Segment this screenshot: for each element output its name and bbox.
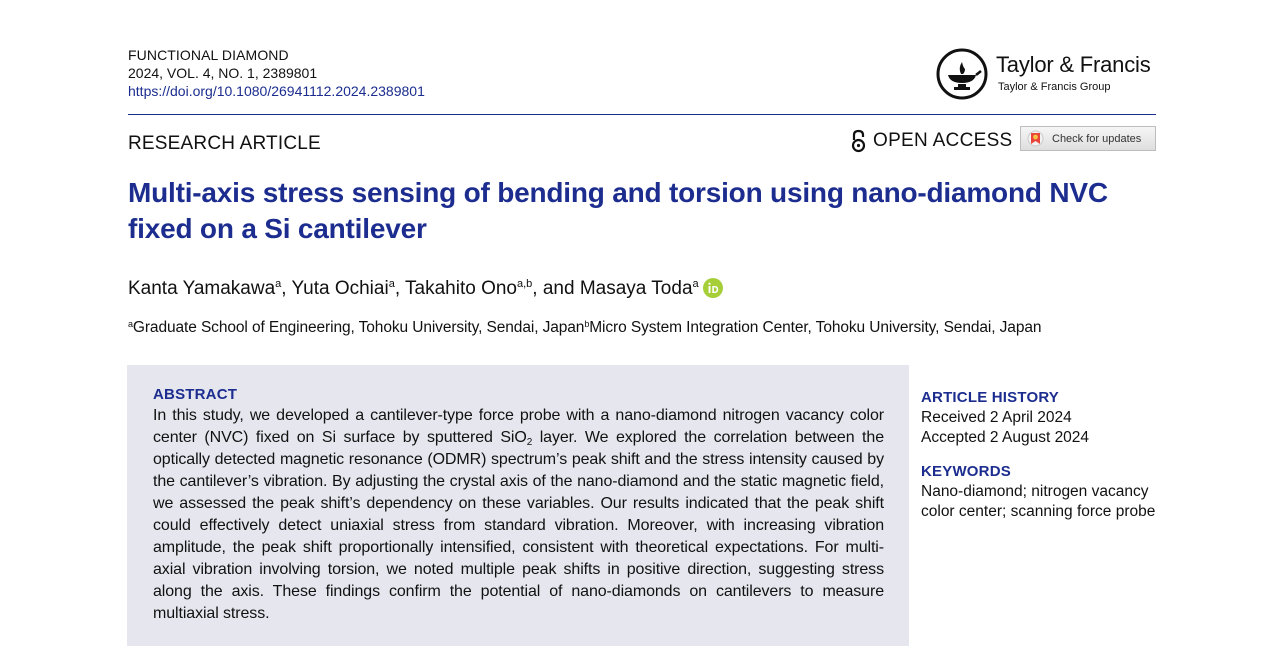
article-sidebar (921, 388, 1161, 522)
abstract-subscript: 2 (526, 437, 533, 448)
author-separator: , and (532, 278, 580, 299)
affiliation-mark: a (128, 319, 133, 329)
journal-name: FUNCTIONAL DIAMOND (128, 47, 289, 63)
affiliation-text: Micro System Integration Center, Tohoku University, Sendai, Japan (589, 319, 1042, 336)
taylor-francis-lamp-logo-icon (936, 48, 988, 100)
author-list (128, 276, 723, 302)
crossmark-icon (1027, 130, 1044, 147)
author-name[interactable]: Takahito Ono (405, 278, 517, 299)
author-name[interactable]: Masaya Toda (579, 278, 693, 299)
abstract-text (153, 405, 884, 625)
received-date: Received 2 April 2024 (921, 409, 1072, 426)
affiliation-text: Graduate School of Engineering, Tohoku University, Sendai, Japan (132, 319, 585, 336)
journal-info (128, 46, 425, 100)
header-divider (128, 114, 1156, 115)
publisher-group: Taylor & Francis Group (998, 81, 1111, 93)
open-lock-icon (850, 129, 867, 153)
abstract-panel (127, 365, 909, 646)
accepted-date: Accepted 2 August 2024 (921, 429, 1090, 446)
open-access-badge (850, 128, 1013, 154)
author-separator: , (394, 278, 406, 299)
author-affiliation-mark[interactable]: a (692, 278, 699, 290)
affiliation-mark: b (584, 319, 590, 329)
author-affiliation-mark[interactable]: a,b (517, 278, 533, 290)
author-name[interactable]: Kanta Yamakawa (128, 278, 276, 299)
publisher-name: Taylor & Francis (996, 52, 1151, 77)
keywords-heading: KEYWORDS (921, 463, 1011, 480)
author-affiliation-mark[interactable]: a (388, 278, 395, 290)
abstract-heading: ABSTRACT (153, 386, 238, 403)
article-type: RESEARCH ARTICLE (128, 133, 321, 154)
open-access-label: OPEN ACCESS (873, 130, 1013, 151)
check-for-updates-button[interactable] (1020, 126, 1156, 151)
check-for-updates-label: Check for updates (1052, 132, 1142, 145)
article-history-heading: ARTICLE HISTORY (921, 389, 1060, 406)
publisher-brand (936, 48, 1160, 102)
abstract-text-part: In this study, we developed a cantilever-type force probe with a nano-diamond nitrogen vacancy color center (NVC) fixed on Si surface by sputtered SiO (153, 407, 884, 446)
author-affiliation-mark[interactable]: a (275, 278, 282, 290)
doi-link[interactable]: https://doi.org/10.1080/26941112.2024.2389801 (128, 83, 425, 99)
abstract-text-part: layer. We explored the correlation between the optically detected magnetic resonance (ODMR) spectrum’s peak shift and the stress intensity caused by the cantilever’s vibration. By adjusting the crystal axis of the nano-diamond and the static magnetic field, we assessed the peak shift’s dependency on these variables. Our results indicated that the peak shift could effectively detect uniaxial stress from standard vibration. Moreover, with increasing vibration amplitude, the peak shift proportionally intensified, consistent with theoretical expectations. For multi-axial vibration involving torsion, we noted multiple peak shifts in positive direction, suggesting stress along the axis. These findings confirm the potential of nano-diamonds on cantilevers to measure multiaxial stress. (153, 429, 884, 622)
journal-citation: 2024, VOL. 4, NO. 1, 2389801 (128, 65, 318, 81)
keywords-text: Nano-diamond; nitrogen vacancy color center; scanning force probe (921, 483, 1156, 520)
orcid-icon[interactable] (703, 278, 723, 298)
author-name[interactable]: Yuta Ochiai (291, 278, 389, 299)
author-separator: , (281, 278, 292, 299)
affiliation-list (128, 317, 1041, 339)
article-title: Multi-axis stress sensing of bending and torsion using nano-diamond NVC fixed on a Si cantilever (128, 177, 1108, 244)
